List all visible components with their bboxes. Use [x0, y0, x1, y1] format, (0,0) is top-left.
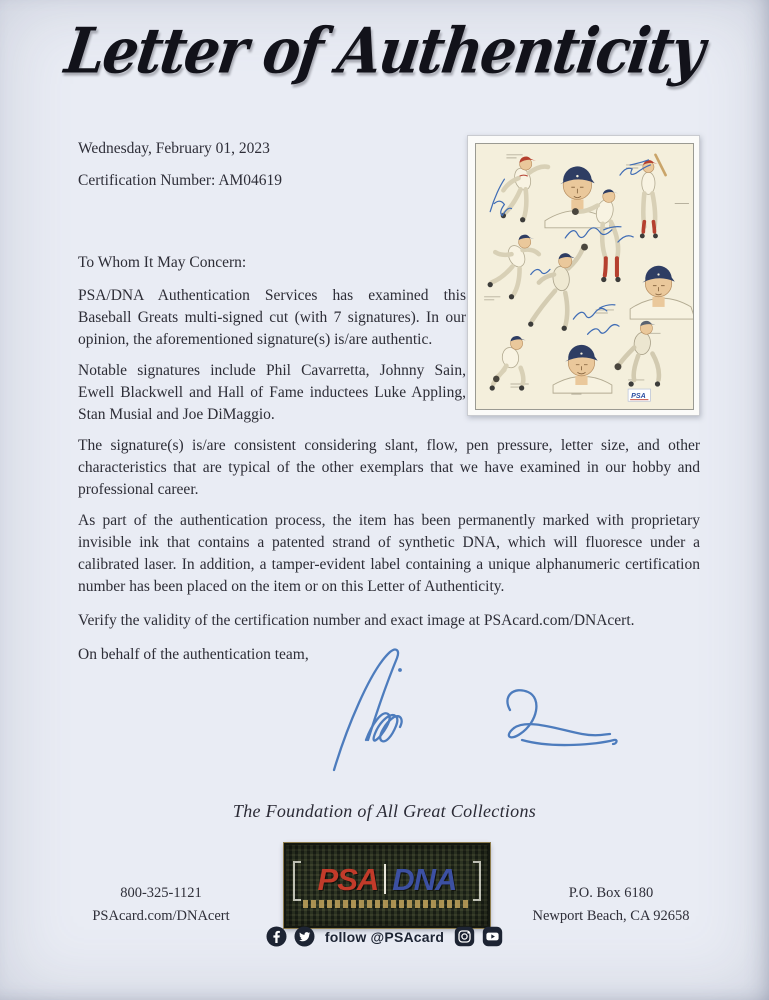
hologram-left-bracket — [293, 861, 301, 901]
social-follow-text: follow @PSAcard — [324, 928, 445, 945]
letter-paragraph: As part of the authentication process, the item has been permanently marked with proprietary invisible ink that contains a patented strand of synthetic DNA, which will fluoresce under a calibrated laser. In addition, a tamper-evident label containing a unique alphanumeric certification number has been placed on the item or on this Letter of Authenticity. — [78, 512, 700, 595]
phone-number: 800-325-1121 — [120, 885, 202, 901]
youtube-icon — [482, 926, 503, 947]
hologram-microtext-strip — [303, 900, 471, 908]
closing-line: On behalf of the authentication team, — [78, 646, 309, 663]
contact-left — [58, 882, 264, 928]
letter-paragraph: PSA/DNA Authentication Services has examined this Baseball Greats multi-signed cut (with 7 signatures). In our opinion, the aforementioned signature(s) is/are authentic. — [78, 287, 466, 348]
certification-number-line: Certification Number: AM04619 — [78, 172, 283, 189]
letter-paragraph: Notable signatures include Phil Cavarretta, Johnny Sain, Ewell Blackwell and Hall of Fame inductees Luke Appling, Stan Musial and Joe DiMaggio. — [78, 362, 466, 423]
logo-psa-text: PSA — [317, 861, 379, 897]
salutation: To Whom It May Concern: — [78, 254, 247, 271]
verify-line: Verify the validity of the certification number and exact image at PSAcard.com/DNAcert. — [78, 612, 635, 629]
psa-dna-hologram-logo — [284, 843, 490, 928]
logo-dna-text: DNA — [392, 861, 457, 897]
svg-text:PSA: PSA — [631, 392, 646, 401]
instagram-icon — [454, 926, 475, 947]
foundation-tagline: The Foundation of All Great Collections — [232, 801, 537, 821]
logo-divider — [384, 864, 386, 894]
social-row — [0, 926, 769, 947]
hologram-right-bracket — [473, 861, 481, 901]
letter-body — [78, 252, 700, 675]
document-header — [0, 14, 769, 88]
letter-paragraph: The signature(s) is/are consistent considering slant, flow, pen pressure, letter size, and other characteristics that are typical of the other exemplars that we have examined in our hobby and professional career. — [78, 437, 700, 498]
meta-block — [78, 133, 282, 197]
date-line: Wednesday, February 01, 2023 — [78, 140, 270, 157]
po-box: P.O. Box 6180 — [568, 885, 654, 901]
facebook-icon — [266, 926, 287, 947]
twitter-icon — [294, 926, 315, 947]
city-state-zip: Newport Beach, CA 92658 — [532, 908, 690, 924]
website-url: PSAcard.com/DNAcert — [92, 908, 230, 924]
authenticator-signature — [312, 644, 628, 778]
contact-right — [498, 882, 724, 928]
page-title: Letter of Authenticity — [61, 14, 708, 88]
